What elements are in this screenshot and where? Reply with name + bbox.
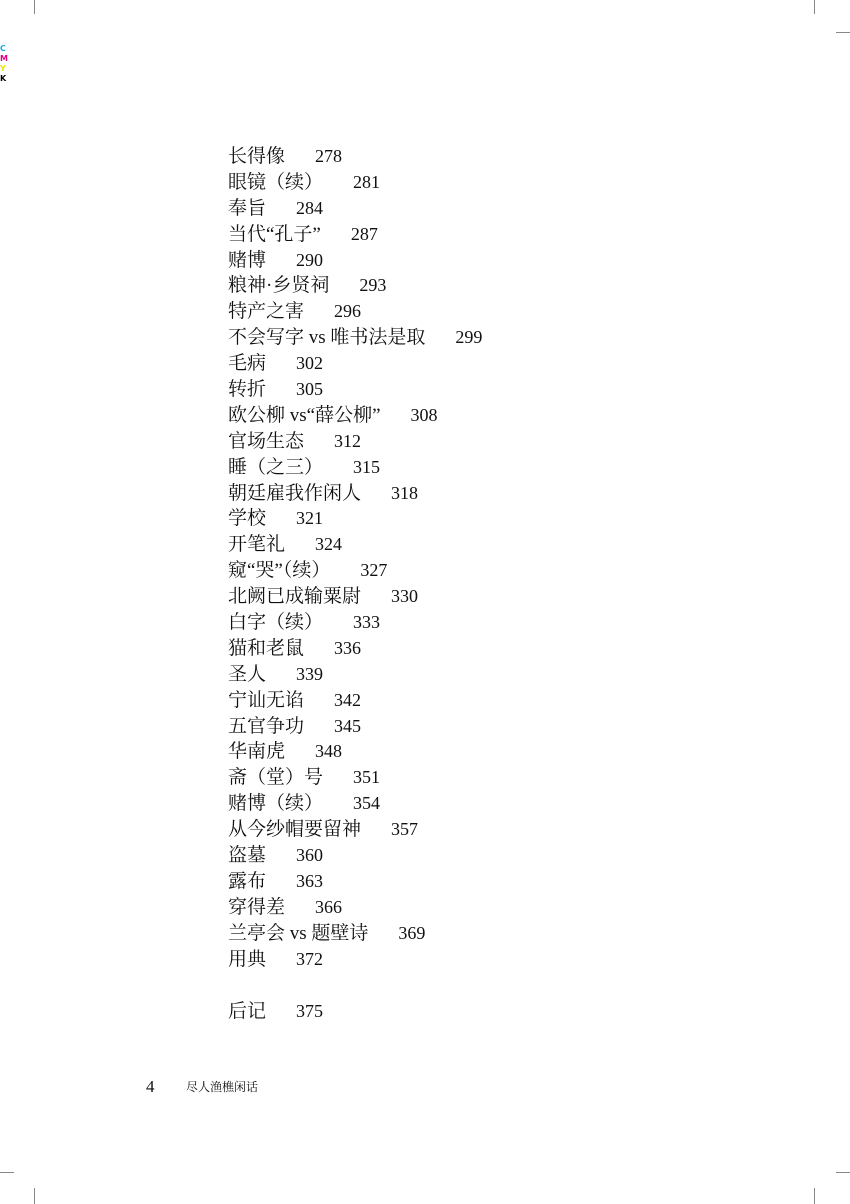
toc-entry-page: 345: [334, 715, 362, 736]
toc-entry-title: 奉旨: [228, 197, 267, 219]
toc-entry-title: 开笔礼: [228, 534, 286, 556]
toc-entry-title: 白字（续）: [228, 612, 324, 634]
toc-entry-title: 赌博: [228, 249, 267, 271]
toc-entry-page: 299: [455, 327, 483, 348]
toc-entry-title: 斋（堂）号: [228, 767, 324, 789]
toc-entry-page: 342: [334, 689, 362, 710]
toc-entry-title: 宁讪无谄: [228, 689, 305, 711]
toc-entry: [228, 765, 482, 791]
toc-entry-title: 后记: [228, 1000, 267, 1022]
toc-entry-title: 猫和老鼠: [228, 637, 305, 659]
toc-entry-page: 278: [315, 146, 343, 166]
toc-entry-title: 毛病: [228, 353, 267, 375]
toc-entry: [228, 377, 482, 403]
toc-entry: [228, 739, 482, 765]
crop-mark: [34, 0, 35, 14]
toc-entry: [228, 947, 482, 973]
toc-entry-title: 欧公柳 vs“薛公柳”: [228, 404, 381, 426]
crop-mark: [34, 1188, 35, 1204]
toc-entry: [228, 481, 482, 507]
toc-entry-page: 369: [398, 922, 426, 943]
toc-entry-title: 圣人: [228, 663, 267, 685]
cmyk-c: C: [0, 44, 6, 53]
toc-entry-page: 312: [334, 430, 362, 451]
toc-entry-title: 睡（之三）: [228, 456, 324, 478]
toc-entry-title: 华南虎: [228, 741, 286, 763]
toc-entry-title: 不会写字 vs 唯书法是取: [228, 327, 426, 349]
toc-entry-page: 348: [315, 741, 343, 762]
crop-mark: [836, 1172, 850, 1173]
toc-entry: [228, 999, 482, 1025]
toc-entry-page: 281: [353, 171, 381, 192]
toc-entry-title: 窥“哭”（续）: [228, 560, 331, 582]
toc-entry-page: 293: [359, 275, 387, 296]
toc-entry-page: 375: [296, 1000, 324, 1021]
cmyk-y: Y: [0, 64, 6, 73]
toc-entry-title: 用典: [228, 948, 267, 970]
toc-entry: [228, 273, 482, 299]
toc-entry-title: 粮神·乡贤祠: [228, 275, 330, 297]
toc-entry: [228, 636, 482, 662]
toc-entry: [228, 170, 482, 196]
toc-entry-title: 北阙已成输粟尉: [228, 586, 362, 608]
toc-entry: [228, 429, 482, 455]
toc-entry-title: 长得像: [228, 146, 286, 167]
crop-mark: [814, 0, 815, 14]
toc-entry-title: 朝廷雇我作闲人: [228, 482, 362, 504]
toc-entry: [228, 843, 482, 869]
toc-entry-page: 351: [353, 767, 381, 788]
toc-entry: [228, 325, 482, 351]
toc-spacer: [228, 973, 482, 999]
toc-entry: [228, 688, 482, 714]
toc-entry: [228, 869, 482, 895]
toc-entry: [228, 222, 482, 248]
toc-entry-page: 336: [334, 637, 362, 658]
toc-entry-title: 眼镜（续）: [228, 171, 324, 193]
toc-entry-page: 302: [296, 353, 324, 374]
crop-mark: [836, 32, 850, 33]
toc-entry-page: 363: [296, 870, 324, 891]
toc-entry-title: 学校: [228, 508, 267, 530]
toc-entry: [228, 584, 482, 610]
toc-entry-page: 318: [391, 482, 419, 503]
toc-entry-page: 333: [353, 612, 381, 633]
toc-entry: [228, 403, 482, 429]
toc-entry: [228, 144, 482, 170]
toc-entry-title: 转折: [228, 379, 267, 401]
toc-entry-title: 穿得差: [228, 896, 286, 918]
toc-entry-page: 357: [391, 819, 419, 840]
toc-entry-page: 327: [360, 560, 388, 581]
toc-entry: [228, 610, 482, 636]
toc-entry: [228, 791, 482, 817]
toc-entry-page: 315: [353, 456, 381, 477]
toc-entry: [228, 351, 482, 377]
toc-entry: [228, 455, 482, 481]
toc-entry-title: 当代“孔子”: [228, 223, 321, 245]
toc-entry-page: 360: [296, 845, 324, 866]
toc-entry-title: 从今纱帽要留神: [228, 819, 362, 841]
cmyk-registration: [0, 44, 12, 84]
toc-entry: [228, 248, 482, 274]
toc-entry: [228, 299, 482, 325]
toc-entry-page: 284: [296, 197, 324, 218]
toc-entry-page: 290: [296, 249, 324, 270]
toc-entry: [228, 817, 482, 843]
toc-entry-page: 296: [334, 301, 362, 322]
toc-entry-page: 287: [350, 223, 378, 244]
toc-entry-title: 兰亭会 vs 题壁诗: [228, 922, 369, 944]
toc-entry: [228, 532, 482, 558]
toc-entry-title: 官场生态: [228, 430, 305, 452]
toc-entry-page: 308: [410, 404, 438, 425]
toc-entry-page: 366: [315, 896, 343, 917]
toc-entry: [228, 506, 482, 532]
toc-entry: [228, 714, 482, 740]
toc-entry-page: 305: [296, 379, 324, 400]
crop-mark: [814, 1188, 815, 1204]
toc-entry: [228, 662, 482, 688]
toc-entry-page: 354: [353, 793, 381, 814]
running-head-book-title: 尽人渔樵闲话: [186, 1080, 259, 1094]
toc-entry-title: 露布: [228, 870, 267, 892]
cmyk-k: K: [0, 74, 7, 83]
toc-entry-title: 赌博（续）: [228, 793, 324, 815]
toc-entry-title: 五官争功: [228, 715, 305, 737]
page-number: 4: [146, 1077, 155, 1096]
toc-entry: [228, 558, 482, 584]
toc-entry-page: 330: [391, 586, 419, 607]
toc-entry-title: 盗墓: [228, 845, 267, 867]
cmyk-m: M: [0, 54, 8, 63]
toc-entry-page: 339: [296, 663, 324, 684]
toc-entry: [228, 895, 482, 921]
toc-entry: [228, 921, 482, 947]
toc-entry-page: 372: [296, 948, 324, 969]
toc-entry-title: 特产之害: [228, 301, 305, 323]
toc-entry-page: 321: [296, 508, 324, 529]
toc-entry-page: 324: [315, 534, 343, 555]
table-of-contents: [228, 144, 482, 1024]
toc-entry: [228, 196, 482, 222]
crop-mark: [0, 1172, 14, 1173]
